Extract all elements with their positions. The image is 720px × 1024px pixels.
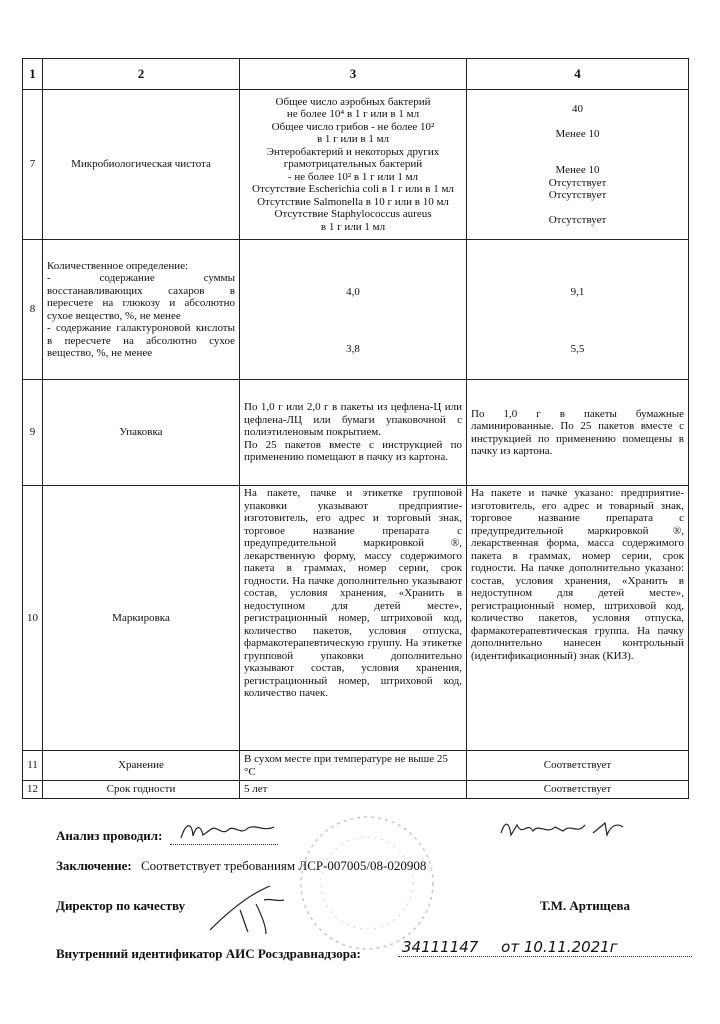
row-number: 9 <box>23 380 43 486</box>
director-label: Директор по качеству <box>56 898 186 913</box>
second-signature <box>497 815 627 845</box>
requirement-cell <box>240 240 467 380</box>
row-quantitative <box>23 240 689 380</box>
result-cell: Соответствует <box>467 751 689 781</box>
col-header-4: 4 <box>467 59 689 90</box>
result-cell <box>467 240 689 380</box>
res-line: Отсутствует <box>548 176 607 189</box>
req-line: Общее число грибов - не более 10² <box>271 120 435 133</box>
result-cell: Соответствует <box>467 781 689 799</box>
col-header-2: 2 <box>43 59 240 90</box>
ais-value: 34111147 <box>402 938 479 956</box>
requirement-cell: На пакете, пачке и этикетке групповой упаковки указывают предприятие-изготовитель, его адрес и торговый знак, торговое название препарата с предупредительной маркировкой ®, лекарственную форму, массу содержимого пакета в граммах, номер серии, срок годности. На пачке дополнительно указывают состав, условия хранения, «Хранить в недоступном для детей месте», регистрационный номер, штриховой код, количество пакетов, условия отпуска, фармакотерапевтическую группу. На этикетке групповой упаковки дополнительно указывают состав, условия хранения, регистрационный номер, штриховой код, количество пачек. <box>240 486 467 751</box>
row-name: Маркировка <box>43 486 240 751</box>
col-header-1: 1 <box>23 59 43 90</box>
row-number: 11 <box>23 751 43 781</box>
analyst-signature <box>178 818 278 844</box>
spec-table <box>22 58 689 799</box>
row-marking <box>23 486 689 751</box>
row-name: Упаковка <box>43 380 240 486</box>
ais-label: Внутренний идентификатор АИС Росздравнадзора: <box>56 946 361 961</box>
result-cell: По 1,0 г в пакеты бумажные ламинированные. По 25 пакетов вместе с инструкцией по применению помещены в пачку из картона. <box>467 380 689 486</box>
requirement-cell <box>240 380 467 486</box>
res-line: Менее 10 <box>555 164 600 176</box>
row-name: Хранение <box>43 751 240 781</box>
req-line: в 1 г или в 1 мл <box>316 133 390 146</box>
conclusion <box>56 858 426 874</box>
result-cell <box>467 90 689 240</box>
director-name: Т.М. Артищева <box>540 898 630 913</box>
col-header-3: 3 <box>240 59 467 90</box>
row-packaging <box>23 380 689 486</box>
row-number: 12 <box>23 781 43 799</box>
name-line: Количественное определение: <box>47 259 189 272</box>
conclusion-text: Соответствует требованиям ЛСР-007005/08-020908 <box>141 858 427 873</box>
row-shelf-life <box>23 781 689 799</box>
name-line: - содержание суммы восстанавливающих сахаров в пересчете на глюкозу и абсолютно сухое вещество, %, не менее <box>47 272 235 322</box>
row-number: 7 <box>23 90 43 240</box>
requirement-cell: В сухом месте при температуре не выше 25 °С <box>240 751 467 781</box>
analysis-label: Анализ проводил: <box>56 828 163 843</box>
req-line: Отсутствие Staphylococcus aureus <box>274 208 432 221</box>
director-signature <box>200 880 310 940</box>
row-name <box>43 240 240 380</box>
requirement-cell <box>240 90 467 240</box>
ais-field <box>398 938 692 957</box>
signature-line <box>170 844 278 845</box>
res-value: 9,1 <box>570 286 585 298</box>
req-text: По 25 пакетов вместе с инструкцией по применению помещают в пачку из картона. <box>244 438 462 464</box>
req-line: грамотрицательных бактерий <box>283 158 423 171</box>
row-number: 8 <box>23 240 43 380</box>
req-line: Отсутствие Escherichia coli в 1 г или в 1 мл <box>252 183 454 196</box>
row-number: 10 <box>23 486 43 751</box>
result-cell: На пакете и пачке указано: предприятие-изготовитель, его адрес и товарный знак, торговое название препарата с предупредительной маркировкой ®, лекарственная форма, масса содержимого пакета в граммах, номер серии, срок годности. На пачке дополнительно указано: состав, условия хранения, «Хранить в недоступном для детей месте», регистрационный номер, штриховой код, количество пакетов, условия отпуска, фармакотерапевтическая группа. На пачку дополнительно нанесен контрольный (идентификационный) знак (КИЗ). <box>467 486 689 751</box>
name-line: - содержание галактуроновой кислоты в пересчете на абсолютно сухое вещество, %, не менее <box>47 322 235 359</box>
req-line: Общее число аэробных бактерий <box>275 95 431 108</box>
row-microbiology <box>23 90 689 240</box>
req-value: 4,0 <box>346 286 360 298</box>
requirement-cell: 5 лет <box>240 781 467 799</box>
req-line: не более 10⁴ в 1 г или в 1 мл <box>286 108 420 121</box>
res-value: 5,5 <box>570 342 585 355</box>
res-line: Отсутствует <box>548 213 607 226</box>
req-value: 3,8 <box>346 342 360 355</box>
ais-date: от 10.11.2021г <box>501 938 618 956</box>
row-name: Срок годности <box>43 781 240 799</box>
res-line: 40 <box>572 103 583 115</box>
req-line: Энтеробактерий и некоторых других <box>266 145 440 158</box>
req-text: По 1,0 г или 2,0 г в пакеты из цефлена-Ц или цефлена-ЛЦ или бумаги упаковочной с полиэтиленовым покрытием. <box>244 401 462 439</box>
req-line: в 1 г или 1 мл <box>320 220 386 233</box>
req-line: - не более 10² в 1 г или 1 мл <box>287 170 419 183</box>
res-line: Отсутствует <box>548 189 607 201</box>
conclusion-label: Заключение: <box>56 858 132 873</box>
res-line: Менее 10 <box>555 127 600 140</box>
stamp-seal <box>292 808 442 958</box>
header-row <box>23 59 689 90</box>
row-storage <box>23 751 689 781</box>
row-name: Микробиологическая чистота <box>43 90 240 240</box>
req-line: Отсутствие Salmonella в 10 г или в 10 мл <box>257 195 449 208</box>
